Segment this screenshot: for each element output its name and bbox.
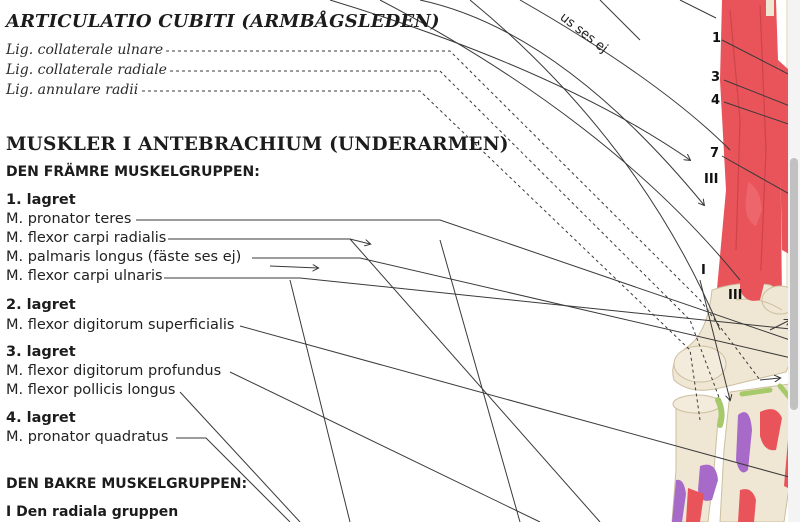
marker-label-1: 1 [712, 31, 722, 46]
ligament-annulare-radii: Lig. annulare radii [6, 82, 139, 98]
muscle-flexor-carpi-radialis: M. flexor carpi radialis [6, 230, 167, 246]
muscle-flexor-carpi-ulnaris: M. flexor carpi ulnaris [6, 268, 163, 284]
muscle-flexor-digitorum-superficialis: M. flexor digitorum superficialis [6, 317, 235, 333]
marker-label-I: I [701, 263, 706, 278]
marker-label-III-upper: III [704, 172, 719, 187]
muscle-flexor-digitorum-profundus: M. flexor digitorum profundus [6, 363, 222, 379]
marker-label-III-lower: III [728, 288, 743, 303]
muscle-flexor-pollicis-longus: M. flexor pollicis longus [6, 382, 176, 398]
annular-ligament [718, 400, 722, 425]
vertical-scrollbar[interactable] [788, 0, 800, 522]
layer3-heading: 3. lagret [6, 344, 76, 360]
muscle-palmaris-longus: M. palmaris longus (fäste ses ej) [6, 249, 242, 265]
layer2-heading: 2. lagret [6, 297, 76, 313]
muscle-pronator-quadratus: M. pronator quadratus [6, 429, 169, 445]
layer4-heading: 4. lagret [6, 410, 76, 426]
muscles-section-title: MUSKLER I ANTEBRACHIUM (UNDERARMEN) [6, 134, 509, 155]
ligament-collaterale-radiale: Lig. collaterale radiale [6, 62, 167, 78]
joint-section-title: ARTICULATIO CUBITI (ARMBÅGSLEDEN) [6, 11, 440, 32]
scrollbar-thumb[interactable] [790, 158, 798, 410]
marker-label-3: 3 [711, 70, 721, 85]
back-group-heading: DEN BAKRE MUSKELGRUPPEN: [6, 476, 248, 492]
top-partial-label: us ses ej [556, 10, 611, 57]
ligament-collaterale-ulnare: Lig. collaterale ulnare [6, 42, 164, 58]
marker-label-7: 7 [710, 146, 720, 161]
layer1-heading: 1. lagret [6, 192, 76, 208]
marker-label-4: 4 [711, 93, 721, 108]
muscle-pronator-teres: M. pronator teres [6, 211, 132, 227]
ulna-bone [720, 384, 796, 522]
front-group-heading: DEN FRÄMRE MUSKELGRUPPEN: [6, 164, 260, 180]
radial-group-heading: I Den radiala gruppen [6, 504, 179, 520]
